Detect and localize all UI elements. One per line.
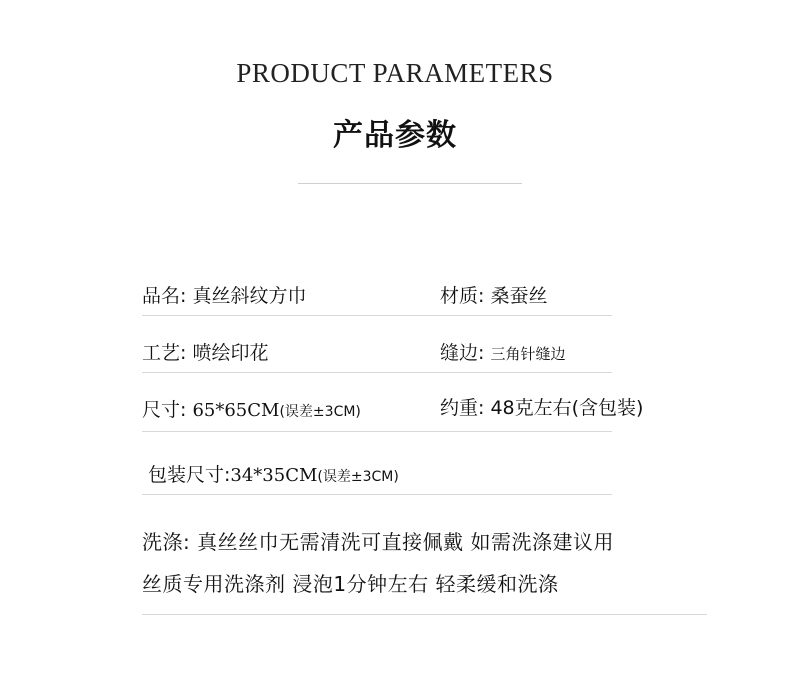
package-size bbox=[148, 460, 399, 487]
hem-label: 缝边: bbox=[440, 342, 485, 364]
weight bbox=[440, 393, 643, 420]
english-title: PRODUCT PARAMETERS bbox=[236, 58, 554, 88]
material-label: 材质: bbox=[440, 285, 485, 307]
material-value: 桑蚕丝 bbox=[490, 285, 548, 307]
washing-line-1: 洗涤: 真丝丝巾无需清洗可直接佩戴 如需洗涤建议用 bbox=[142, 530, 614, 554]
package-size-value: 34*35CM bbox=[230, 465, 318, 486]
title-divider bbox=[298, 183, 522, 184]
size-label: 尺寸: bbox=[142, 399, 187, 421]
craft-value: 喷绘印花 bbox=[192, 342, 269, 364]
material bbox=[440, 281, 547, 308]
size bbox=[142, 395, 361, 422]
size-note: (误差±3CM) bbox=[279, 404, 361, 420]
product-name bbox=[142, 281, 306, 308]
product-name-value: 真丝斜纹方巾 bbox=[192, 285, 307, 307]
row-divider bbox=[142, 315, 612, 316]
hem bbox=[440, 338, 565, 365]
weight-value: 48克左右(含包装) bbox=[490, 397, 644, 419]
size-value: 65*65CM bbox=[192, 400, 280, 421]
weight-label: 约重: bbox=[440, 397, 485, 419]
product-name-label: 品名: bbox=[142, 285, 187, 307]
row-divider bbox=[142, 372, 612, 373]
chinese-title: 产品参数 bbox=[333, 118, 457, 153]
row-divider bbox=[142, 431, 612, 432]
package-size-label: 包装尺寸: bbox=[148, 464, 231, 486]
hem-value: 三角针缝边 bbox=[490, 345, 566, 363]
washing-line-2: 丝质专用洗涤剂 浸泡1分钟左右 轻柔缓和洗涤 bbox=[142, 572, 559, 596]
bottom-divider bbox=[142, 614, 707, 615]
row-divider bbox=[142, 494, 612, 495]
package-size-note: (误差±3CM) bbox=[317, 469, 399, 485]
craft bbox=[142, 338, 268, 365]
craft-label: 工艺: bbox=[142, 342, 187, 364]
